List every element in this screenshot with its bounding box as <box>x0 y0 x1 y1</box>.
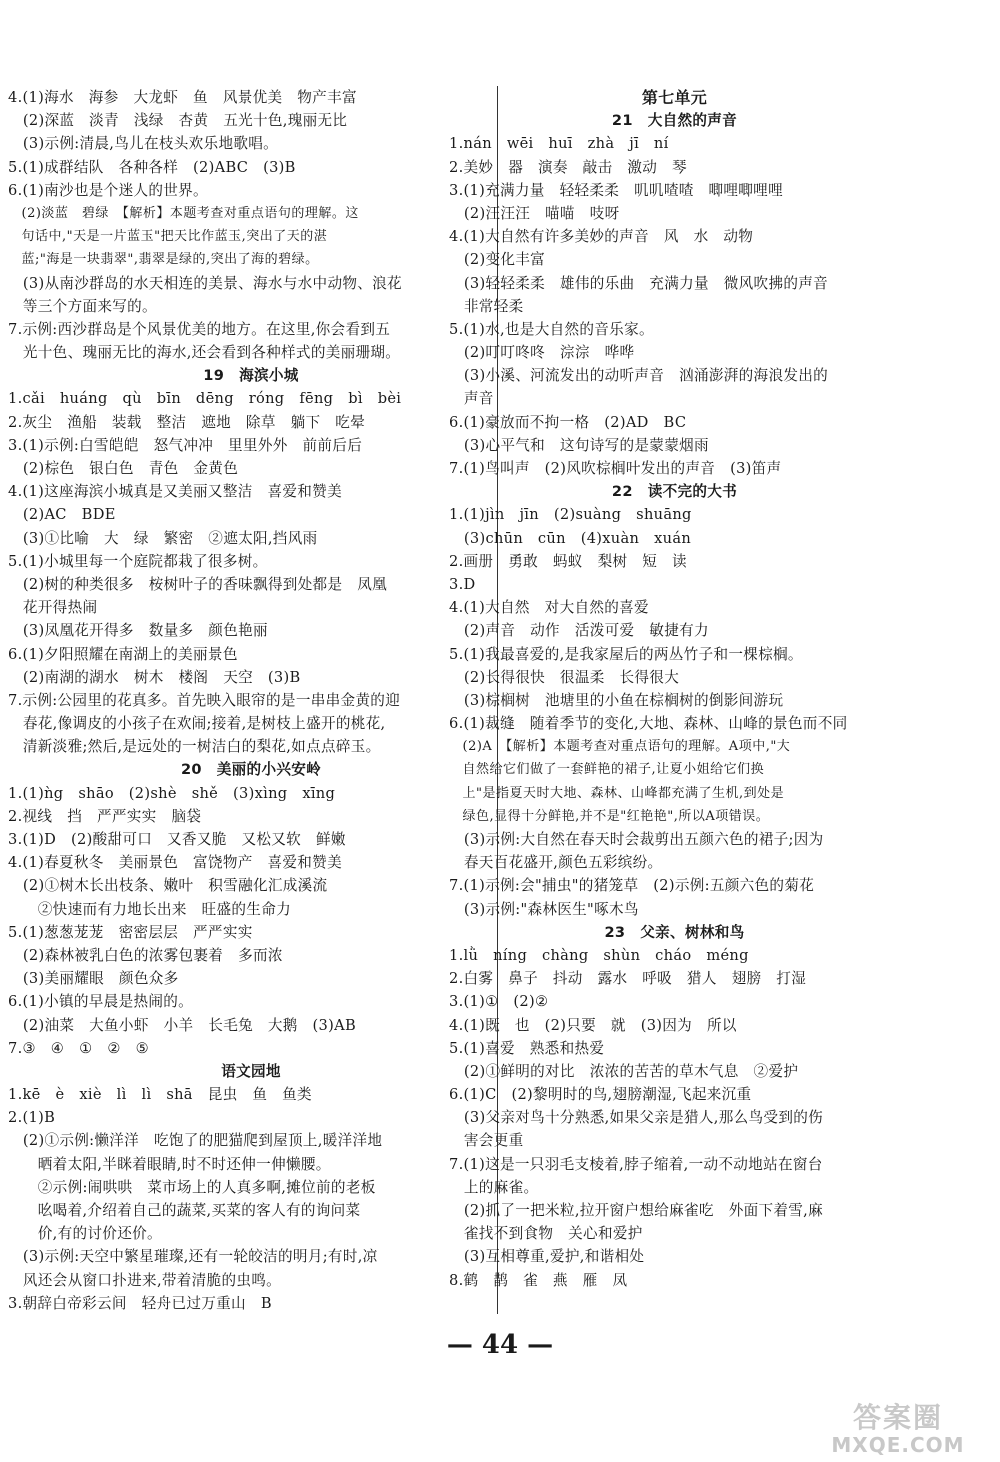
answer-line: 8.鹤 鹊 雀 燕 雁 凤 <box>449 1271 628 1289</box>
answer-line: (2)树的种类很多 桉树叶子的香味飘得到处都是 凤凰 <box>8 575 388 593</box>
answer-line: 7.示例:西沙群岛是个风景优美的地方。在这里,你会看到五 <box>8 320 391 338</box>
right-answer-column <box>449 86 900 1292</box>
section-heading: 23 父亲、树林和鸟 <box>604 923 745 941</box>
answer-line: 害会更重 <box>449 1132 524 1150</box>
answer-line: 7.(1)鸟叫声 (2)风吹棕榈叶发出的声音 (3)笛声 <box>449 460 782 477</box>
answer-line: 1.lǜ níng chàng shùn cháo méng <box>449 946 749 964</box>
answer-line: 价,有的讨价还价。 <box>8 1225 162 1243</box>
answer-line: 4.(1)春夏秋冬 美丽景色 富饶物产 喜爱和赞美 <box>8 854 342 872</box>
answer-line: 3.(1)示例:白雪皑皑 怒气冲冲 里里外外 前前后后 <box>8 436 363 454</box>
answer-line: (2)A 【解析】本题考查对重点语句的理解。A项中,"大 <box>449 739 791 755</box>
answer-line: 3.(1)D (2)酸甜可口 又香又脆 又松又软 鲜嫩 <box>8 831 346 848</box>
answer-line: 2.视线 挡 严严实实 脑袋 <box>8 807 202 825</box>
answer-line: 6.(1)小镇的早晨是热闹的。 <box>8 993 194 1011</box>
answer-line: (3)①比喻 大 绿 繁密 ②遮太阳,挡风雨 <box>8 529 318 547</box>
answer-line: (2)叮叮咚咚 淙淙 哗哗 <box>449 344 635 362</box>
answer-line: 春天百花盛开,颜色五彩缤纷。 <box>449 854 663 872</box>
answer-line: 绿色,显得十分鲜艳,并不是"红艳艳",所以A项错误。 <box>449 808 770 824</box>
answer-line: 5.(1)葱葱茏茏 密密层层 严严实实 <box>8 923 253 941</box>
section-heading: 第七单元 <box>641 88 708 107</box>
answer-line: 自然给它们做了一套鲜艳的裙子,让夏小姐给它们换 <box>449 762 765 778</box>
answer-line: 风还会从窗口扑进来,带着清脆的虫鸣。 <box>8 1271 282 1289</box>
answer-line: 6.(1)裁缝 随着季节的变化,大地、森林、山峰的景色而不同 <box>449 715 848 733</box>
answer-line: (3)互相尊重,爱护,和谐相处 <box>449 1248 645 1266</box>
answer-line: (2)长得很快 很温柔 长得很大 <box>449 668 680 686</box>
answer-line: 雀找不到食物 关心和爱护 <box>449 1225 643 1243</box>
section-heading: 19 海滨小城 <box>203 367 299 385</box>
answer-line: 2.灰尘 渔船 装载 整洁 遮地 除草 躺下 吃晕 <box>8 413 366 431</box>
answer-line: 3.朝辞白帝彩云间 轻舟已过万重山 B <box>8 1294 272 1312</box>
answer-line: 等三个方面来写的。 <box>8 297 157 315</box>
answer-line: 晒着太阳,半眯着眼睛,时不时还伸一伸懒腰。 <box>8 1155 331 1173</box>
answer-line: (2)抓了一把米粒,拉开窗户想给麻雀吃 外面下着雪,麻 <box>449 1202 824 1219</box>
watermark-site: MXQE.COM <box>831 1433 965 1457</box>
answer-line: 上的麻雀。 <box>449 1178 539 1196</box>
answer-line: (2)①鲜明的对比 浓浓的苦苦的草木气息 ②爱护 <box>449 1062 799 1080</box>
answer-line: 4.(1)这座海滨小城真是又美丽又整洁 喜爱和赞美 <box>8 483 342 501</box>
answer-line: (2)声音 动作 活泼可爱 敏捷有力 <box>449 622 709 640</box>
answer-line: (2)油菜 大鱼小虾 小羊 长毛兔 大鹅 (3)AB <box>8 1016 356 1034</box>
answer-line: 1.kē è xiè lì lì shā 昆虫 鱼 鱼类 <box>8 1086 312 1104</box>
section-heading: 21 大自然的声音 <box>611 112 738 130</box>
answer-line: (3)轻轻柔柔 雄伟的乐曲 充满力量 微风吹拂的声音 <box>449 274 829 292</box>
answer-line: (2)南湖的湖水 树木 楼阁 天空 (3)B <box>8 668 301 686</box>
section-heading: 20 美丽的小兴安岭 <box>180 761 322 779</box>
answer-line: (2)棕色 银白色 青色 金黄色 <box>8 460 239 477</box>
answer-line: 句话中,"天是一片蓝玉"把天比作蓝玉,突出了天的湛 <box>8 229 328 245</box>
answer-line: 3.D <box>449 575 476 593</box>
answer-line: 4.(1)既 也 (2)只要 就 (3)因为 所以 <box>449 1016 737 1034</box>
answer-line: (2)变化丰富 <box>449 251 546 269</box>
answer-line: 非常轻柔 <box>449 297 524 315</box>
answer-line: 3.(1)① (2)② <box>449 993 549 1011</box>
answer-line: (3)小溪、河流发出的动听声音 汹涌澎湃的海浪发出的 <box>449 367 829 385</box>
answer-line: (3)示例:"森林医生"啄木鸟 <box>449 900 639 918</box>
answer-line: 6.(1)豪放而不拘一格 (2)AD BC <box>449 413 687 431</box>
answer-line: 7.③ ④ ① ② ⑤ <box>8 1039 150 1057</box>
section-heading: 22 读不完的大书 <box>611 483 738 501</box>
answer-line: 光十色、瑰丽无比的海水,还会看到各种样式的美丽珊瑚。 <box>8 344 401 362</box>
answer-line: 6.(1)C (2)黎明时的鸟,翅膀潮湿,飞起来沉重 <box>449 1086 752 1104</box>
answer-line: 7.(1)这是一只羽毛支棱着,脖子缩着,一动不动地站在窗台 <box>449 1155 823 1173</box>
answer-line: 7.示例:公园里的花真多。首先映入眼帘的是一串串金黄的迎 <box>8 691 401 709</box>
answer-line: 2.(1)B <box>8 1109 56 1127</box>
answer-line: ②示例:闹哄哄 菜市场上的人真多啊,摊位前的老板 <box>8 1178 376 1196</box>
answer-line: (3)美丽耀眼 颜色众多 <box>8 970 179 988</box>
answer-line: 4.(1)大自然有许多美妙的声音 风 水 动物 <box>449 228 754 246</box>
answer-line: 5.(1)喜爱 熟悉和热爱 <box>449 1039 605 1057</box>
answer-line: 2.画册 勇敢 蚂蚁 梨树 短 读 <box>449 552 687 570</box>
answer-line: (3)棕榈树 池塘里的小鱼在棕榈树的倒影间游玩 <box>449 691 784 709</box>
answer-line: 5.(1)我最喜爱的,是我家屋后的两丛竹子和一棵棕榈。 <box>449 645 803 663</box>
answer-line: (2)①树木长出枝条、嫩叶 积雪融化汇成溪流 <box>8 877 328 895</box>
answer-line: (3)示例:清晨,鸟儿在枝头欢乐地歌唱。 <box>8 135 279 153</box>
answer-line: 上"是指夏天时大地、森林、山峰都充满了生机,到处是 <box>449 785 785 801</box>
answer-line: (3)chūn cūn (4)xuàn xuán <box>449 529 692 547</box>
answer-line: (2)①示例:懒洋洋 吃饱了的肥猫爬到屋顶上,暖洋洋地 <box>8 1132 383 1150</box>
answer-line: 5.(1)小城里每一个庭院都栽了很多树。 <box>8 552 268 570</box>
answer-line: (3)凤凰花开得多 数量多 颜色艳丽 <box>8 622 268 640</box>
answer-line: (3)示例:大自然在春天时会裁剪出五颜六色的裙子;因为 <box>449 831 824 848</box>
page-number: — 44 — <box>446 1330 554 1360</box>
answer-line: (2)深蓝 淡青 浅绿 杏黄 五光十色,瑰丽无比 <box>8 112 348 130</box>
answer-line: (3)从南沙群岛的水天相连的美景、海水与水中动物、浪花 <box>8 274 402 292</box>
answer-line: 4.(1)海水 海参 大龙虾 鱼 风景优美 物产丰富 <box>8 89 357 106</box>
left-answer-column <box>8 86 494 1315</box>
answer-line: 5.(1)水,也是大自然的音乐家。 <box>449 320 654 338</box>
answer-line: 6.(1)南沙也是个迷人的世界。 <box>8 181 208 199</box>
answer-line: (2)森林被乳白色的浓雾包裹着 多而浓 <box>8 946 283 964</box>
answer-line: 1.nán wēi huī zhà jī ní <box>449 135 669 153</box>
answer-line: 1.(1)jìn jīn (2)suàng shuāng <box>449 506 692 524</box>
answer-line: (3)示例:天空中繁星璀璨,还有一轮皎洁的明月;有时,凉 <box>8 1248 378 1266</box>
watermark-logo-text: 答案圈 <box>852 1401 943 1434</box>
answer-line: (3)心平气和 这句诗写的是蒙蒙烟雨 <box>449 436 709 454</box>
answer-line: 清新淡雅;然后,是远处的一树洁白的梨花,如点点碎玉。 <box>8 738 381 756</box>
answer-line: 1.cǎi huáng qù bīn dēng róng fēng bì bèi <box>8 390 402 408</box>
answer-line: 吆喝着,介绍着自己的蔬菜,买菜的客人有的询问菜 <box>8 1202 361 1219</box>
answer-line: 蓝;"海是一块翡翠",翡翠是绿的,突出了海的碧绿。 <box>8 252 319 268</box>
answer-line: (2)汪汪汪 喵喵 吱呀 <box>449 204 620 222</box>
answer-line: (3)父亲对鸟十分熟悉,如果父亲是猎人,那么鸟受到的伤 <box>449 1109 824 1127</box>
answer-line: 声音 <box>449 390 494 408</box>
answer-line: 2.美妙 器 演奏 敲击 激动 琴 <box>449 158 687 176</box>
answer-line: ②快速而有力地长出来 旺盛的生命力 <box>8 900 291 918</box>
section-heading: 语文园地 <box>221 1062 281 1080</box>
answer-line: 4.(1)大自然 对大自然的喜爱 <box>449 599 649 617</box>
watermark-logo <box>818 1402 978 1458</box>
answer-line: 1.(1)ǹg shāo (2)shè shě (3)xìng xīng <box>8 784 336 802</box>
answer-line: 春花,像调皮的小孩子在欢闹;接着,是树枝上盛开的桃花, <box>8 715 386 733</box>
answer-line: 5.(1)成群结队 各种各样 (2)ABC (3)B <box>8 158 296 176</box>
answer-line: (2)淡蓝 碧绿 【解析】本题考查对重点语句的理解。这 <box>8 205 359 221</box>
answer-line: 6.(1)夕阳照耀在南湖上的美丽景色 <box>8 645 238 663</box>
answer-line: 7.(1)示例:会"捕虫"的猪笼草 (2)示例:五颜六色的菊花 <box>449 877 815 895</box>
answer-line: (2)AC BDE <box>8 506 116 524</box>
answer-line: 3.(1)充满力量 轻轻柔柔 叽叽喳喳 唧哩唧哩哩 <box>449 181 783 199</box>
answer-line: 2.白雾 鼻子 抖动 露水 呼吸 猎人 翅膀 打湿 <box>449 970 807 988</box>
answer-line: 花开得热闹 <box>8 599 98 617</box>
